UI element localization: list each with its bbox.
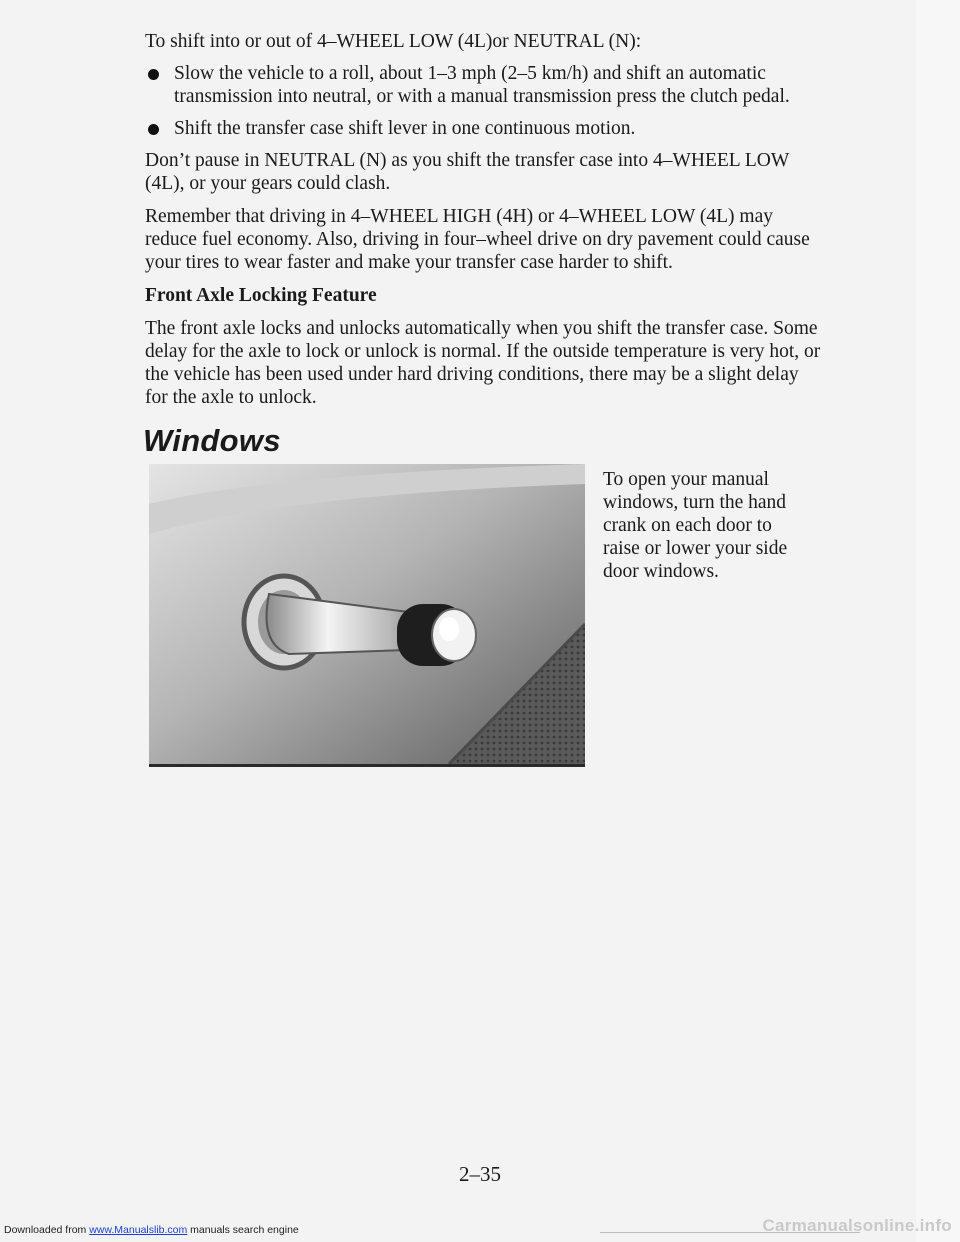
list-item (145, 62, 825, 108)
axle-subheading: Front Axle Locking Feature (145, 285, 377, 306)
bullet-icon (148, 124, 159, 135)
download-footer (4, 1224, 299, 1236)
window-crank-illustration (149, 464, 585, 764)
windows-instructions: To open your manual windows, turn the hand crank on each door to raise or lower your side door windows. (603, 469, 788, 582)
bullet-text: Shift the transfer case shift lever in one continuous motion. (174, 118, 636, 139)
page-content (145, 30, 825, 784)
neutral-warning-paragraph: Don’t pause in NEUTRAL (N) as you shift the transfer case into 4–WHEEL LOW (4L), or your gears could clash. (145, 150, 789, 194)
manualslib-link[interactable]: www.Manualslib.com (89, 1224, 188, 1236)
shift-steps-list (145, 62, 825, 140)
windows-figure-row (145, 464, 825, 784)
footer-prefix: Downloaded from (4, 1224, 90, 1236)
scan-edge (916, 0, 960, 1242)
page-number: 2–35 (459, 1162, 501, 1186)
shift-intro: To shift into or out of 4–WHEEL LOW (4L)or NEUTRAL (N): (145, 31, 642, 52)
bullet-text: Slow the vehicle to a roll, about 1–3 mph (2–5 km/h) and shift an automatic transmission into neutral, or with a manual transmission press the clutch pedal. (174, 63, 790, 107)
list-item (145, 117, 825, 140)
section-title: Windows (143, 423, 281, 458)
axle-paragraph: The front axle locks and unlocks automatically when you shift the transfer case. Some delay for the axle to lock or unlock is normal. If the outside temperature is very hot, or the vehicle has been used under hard driving conditions, there may be a slight delay for the axle to unlock. (145, 318, 821, 408)
bullet-icon (148, 69, 159, 80)
window-crank-photo (149, 464, 585, 767)
fuel-economy-paragraph: Remember that driving in 4–WHEEL HIGH (4H) or 4–WHEEL LOW (4L) may reduce fuel economy. Also, driving in four–wheel drive on dry pavement could cause your tires to wear faster and make your transfer case harder to shift. (145, 206, 810, 273)
site-watermark: Carmanualsonline.info (762, 1216, 952, 1235)
footer-suffix: manuals search engine (187, 1224, 299, 1236)
